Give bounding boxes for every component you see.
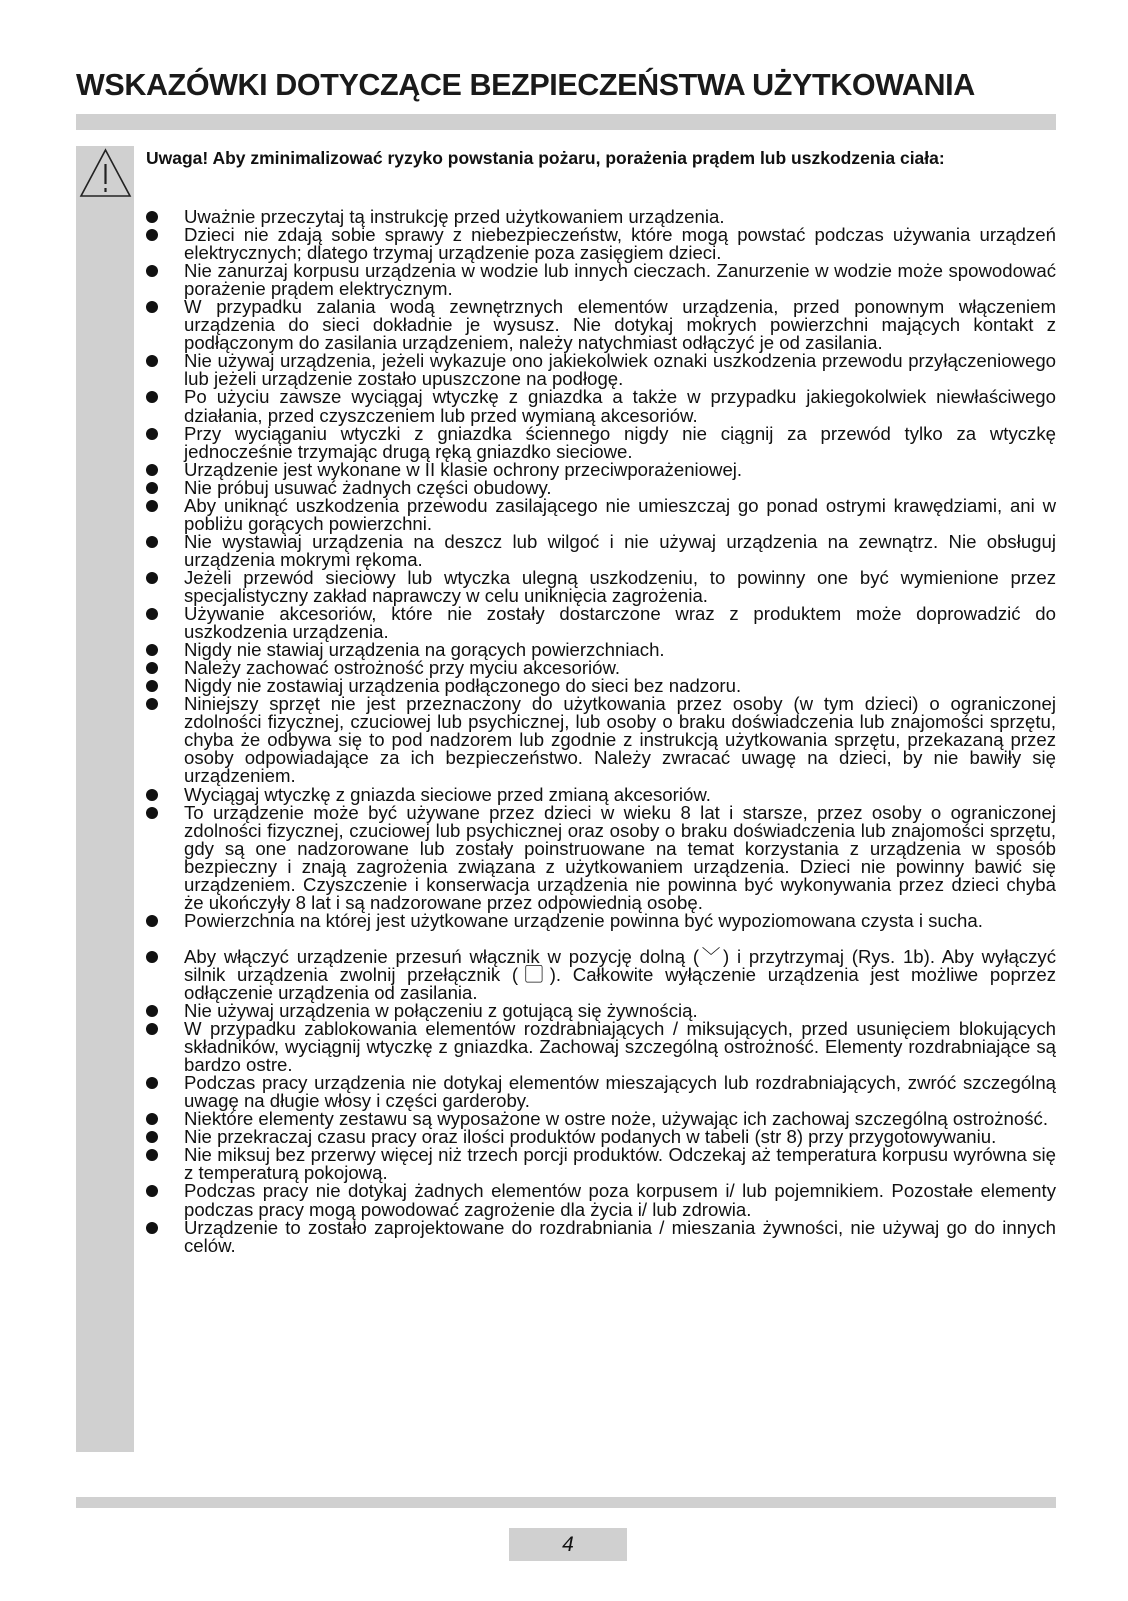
list-item-text: Po użyciu zawsze wyciągaj wtyczkę z gniazdka a także w przypadku jakiegokolwiek niewłaściwego działania, przed czyszczeniem lub przed wymianą akcesoriów. [184,386,1056,426]
list-item [146,695,1056,785]
bullet-icon [146,464,158,476]
bullet-icon [146,301,158,313]
list-item [146,352,1056,388]
list-item-text: Urządzenie to zostało zaprojektowane do rozdrabniania / mieszania żywności, nie używaj go do innych celów. [184,1216,1056,1256]
bullet-icon [146,229,158,241]
list-item-text: Nie przekraczaj czasu pracy oraz ilości produktów podanych w tabeli (str 8) przy przygotowywaniu. [184,1126,997,1148]
list-item-text: Używanie akcesoriów, które nie zostały dostarczone wraz z produktem może doprowadzić do uszkodzenia urządzenia. [184,603,1056,643]
list-item-text: Jeżeli przewód sieciowy lub wtyczka ulegną uszkodzeniu, to powinny one być wymienione przez specjalistyczny zakład naprawczy w celu uniknięcia zagrożenia. [184,566,1056,606]
bullet-icon [146,1149,158,1161]
list-item-text: Nie próbuj usuwać żadnych części obudowy. [184,476,552,498]
bullet-icon [146,789,158,801]
list-item [146,1020,1056,1074]
list-item-text: Nie używaj urządzenia w połączeniu z gotującą się żywnością. [184,1000,698,1022]
list-item [146,1146,1056,1182]
list-item-text: Nigdy nie stawiaj urządzenia na gorących powierzchniach. [184,639,665,661]
list-item-text: Aby uniknąć uszkodzenia przewodu zasilającego nie umieszczaj go ponad ostrymi krawędziami, ani w pobliżu gorących powierzchni. [184,494,1056,534]
bullet-icon [146,355,158,367]
title-divider-bar [76,114,1056,130]
list-item [146,1182,1056,1218]
list-item-text: Aby włączyć urządzenie przesuń włącznik w pozycję dolną (﹀) i przytrzymaj (Rys. 1b). Aby wyłączyć silnik urządzenia zwolnij przełącznik (▢). Całkowite wyłączenie urządzenia jest możliwe poprzez odłączenie urządzenia od zasilania. [184,945,1056,1003]
list-item [146,530,1056,570]
list-item [146,262,1056,298]
side-strip [76,146,134,1452]
list-item-text: Nigdy nie zostawiaj urządzenia podłączonego do sieci bez nadzoru. [184,675,742,697]
bullet-icon [146,1131,158,1143]
footer-divider-bar [76,1497,1056,1508]
list-item-text: W przypadku zalania wodą zewnętrznych elementów urządzenia, przed ponownym włączeniem urządzenia do sieci dokładnie je wysusz. Nie dotykaj mokrych powierzchni mających kontakt z podłączonym do zasilania urządzeniem, należy natychmiast odłączyć je od zasilania. [184,296,1056,354]
list-item-text: Niniejszy sprzęt nie jest przeznaczony do użytkowania przez osoby (w tym dzieci) o ograniczonej zdolności fizycznej, czuciowej lub psychicznej, lub osoby o braku doświadczenia lub znajomości sprzętu, chyba że odbywa się to pod nadzorem lub zgodnie z instrukcją użytkowania sprzętu, przekazaną przez osoby odpowiadające za ich bezpieczeństwo. Należy zwracać uwagę na dzieci, by nie bawiły się urządzeniem. [184,693,1056,787]
bullet-icon [146,391,158,403]
bullet-icon [146,1113,158,1125]
list-item [146,1216,1056,1256]
bullet-icon [146,698,158,710]
warning-triangle-icon [78,147,133,199]
bullet-icon [146,1023,158,1035]
list-item [146,801,1056,913]
list-item [146,494,1056,534]
list-item [146,605,1056,641]
bullet-icon [146,1005,158,1017]
list-item-text: Podczas pracy nie dotykaj żadnych elementów poza korpusem i/ lub pojemnikiem. Pozostałe elementy podczas pracy mogą powodować zagrożenie dla życia i/ lub zdrowia. [184,1180,1056,1220]
list-item-text: W przypadku zablokowania elementów rozdrabniających / miksujących, przed usunięciem blokujących składników, wyciągnij wtyczkę z gniazdka. Zachowaj szczególną ostrożność. Elementy rozdrabniające są bardzo ostre. [184,1018,1056,1076]
list-item [146,566,1056,606]
bullet-icon [146,536,158,548]
list-item [146,1074,1056,1110]
bullet-icon [146,428,158,440]
bullet-icon [146,482,158,494]
list-item [146,226,1056,262]
bullet-icon [146,644,158,656]
bullet-icon [146,1222,158,1234]
bullet-icon [146,807,158,819]
bullet-icon [146,211,158,223]
list-item-text: Nie zanurzaj korpusu urządzenia w wodzie lub innych cieczach. Zanurzenie w wodzie może spowodować porażenie prądem elektrycznym. [184,260,1056,300]
bullet-icon [146,1185,158,1197]
bullet-icon [146,608,158,620]
warning-heading: Uwaga! Aby zminimalizować ryzyko powstania pożaru, porażenia prądem lub uszkodzenia ciała: [146,148,945,168]
page-number: 4 [509,1528,627,1561]
list-item [146,422,1056,462]
list-item-text: Podczas pracy urządzenia nie dotykaj elementów mieszających lub rozdrabniających, zwróć szczególną uwagę na długie włosy i części garderoby. [184,1072,1056,1112]
bullet-icon [146,572,158,584]
list-item-text: Powierzchnia na której jest użytkowane urządzenie powinna być wypoziomowana czysta i sucha. [184,909,983,931]
list-item-text: Przy wyciąganiu wtyczki z gniazdka ściennego nigdy nie ciągnij za przewód tylko za wtyczkę jednocześnie trzymając drugą ręką gniazdko sieciowe. [184,422,1056,462]
list-item-text: Nie wystawiaj urządzenia na deszcz lub wilgoć i nie używaj urządzenia na zewnątrz. Nie obsługuj urządzenia mokrymi rękoma. [184,530,1056,570]
page-title: WSKAZÓWKI DOTYCZĄCE BEZPIECZEŃSTWA UŻYTKOWANIA [76,68,975,102]
list-item-text: Uważnie przeczytaj tą instrukcję przed użytkowaniem urządzenia. [184,206,725,227]
bullet-icon [146,500,158,512]
list-item-text: Niektóre elementy zestawu są wyposażone w ostre noże, używając ich zachowaj szczególną ostrożność. [184,1108,1048,1130]
list-item [146,298,1056,352]
bullet-icon [146,1077,158,1089]
list-item [146,388,1056,424]
list-item-text: Wyciągaj wtyczkę z gniazda sieciowe przed zmianą akcesoriów. [184,783,711,805]
list-item [146,945,1056,1003]
list-item-text: Należy zachować ostrożność przy myciu akcesoriów. [184,657,621,679]
list-item-text: Nie miksuj bez przerwy więcej niż trzech porcji produktów. Odczekaj aż temperatura korpusu wyrówna się z temperaturą pokojową. [184,1144,1056,1184]
list-item-text: To urządzenie może być używane przez dzieci w wieku 8 lat i starsze, przez osoby o ograniczonej zdolności fizycznej, czuciowej lub psychicznej oraz osoby o braku doświadczenia lub znajomości sprzętu, gdy są one nadzorowane lub zostały poinstruowane na temat korzystania z urządzenia w sposób bezpieczny i znają zagrożenia związana z użytkowaniem urządzenia. Dzieci nie powinny bawić się urządzeniem. Czyszczenie i konserwacja urządzenia nie powinna być wykonywania przez dzieci chyba że ukończyły 8 lat i są nadzorowane przez odpowiednią osobę. [184,801,1056,913]
list-item [146,909,1056,931]
safety-instructions-list [146,208,1056,1255]
list-item-text: Urządzenie jest wykonane w II klasie ochrony przeciwporażeniowej. [184,458,743,480]
list-item-text: Dzieci nie zdają sobie sprawy z niebezpieczeństw, które mogą powstać podczas używania urządzeń elektrycznych; dlatego trzymaj urządzenie poza zasięgiem dzieci. [184,224,1056,264]
bullet-icon [146,915,158,927]
list-item-text: Nie używaj urządzenia, jeżeli wykazuje ono jakiekolwiek oznaki uszkodzenia przewodu przyłączeniowego lub jeżeli urządzenie zostało upuszczone na podłogę. [184,350,1056,390]
bullet-icon [146,951,158,963]
bullet-icon [146,662,158,674]
bullet-icon [146,265,158,277]
bullet-icon [146,680,158,692]
